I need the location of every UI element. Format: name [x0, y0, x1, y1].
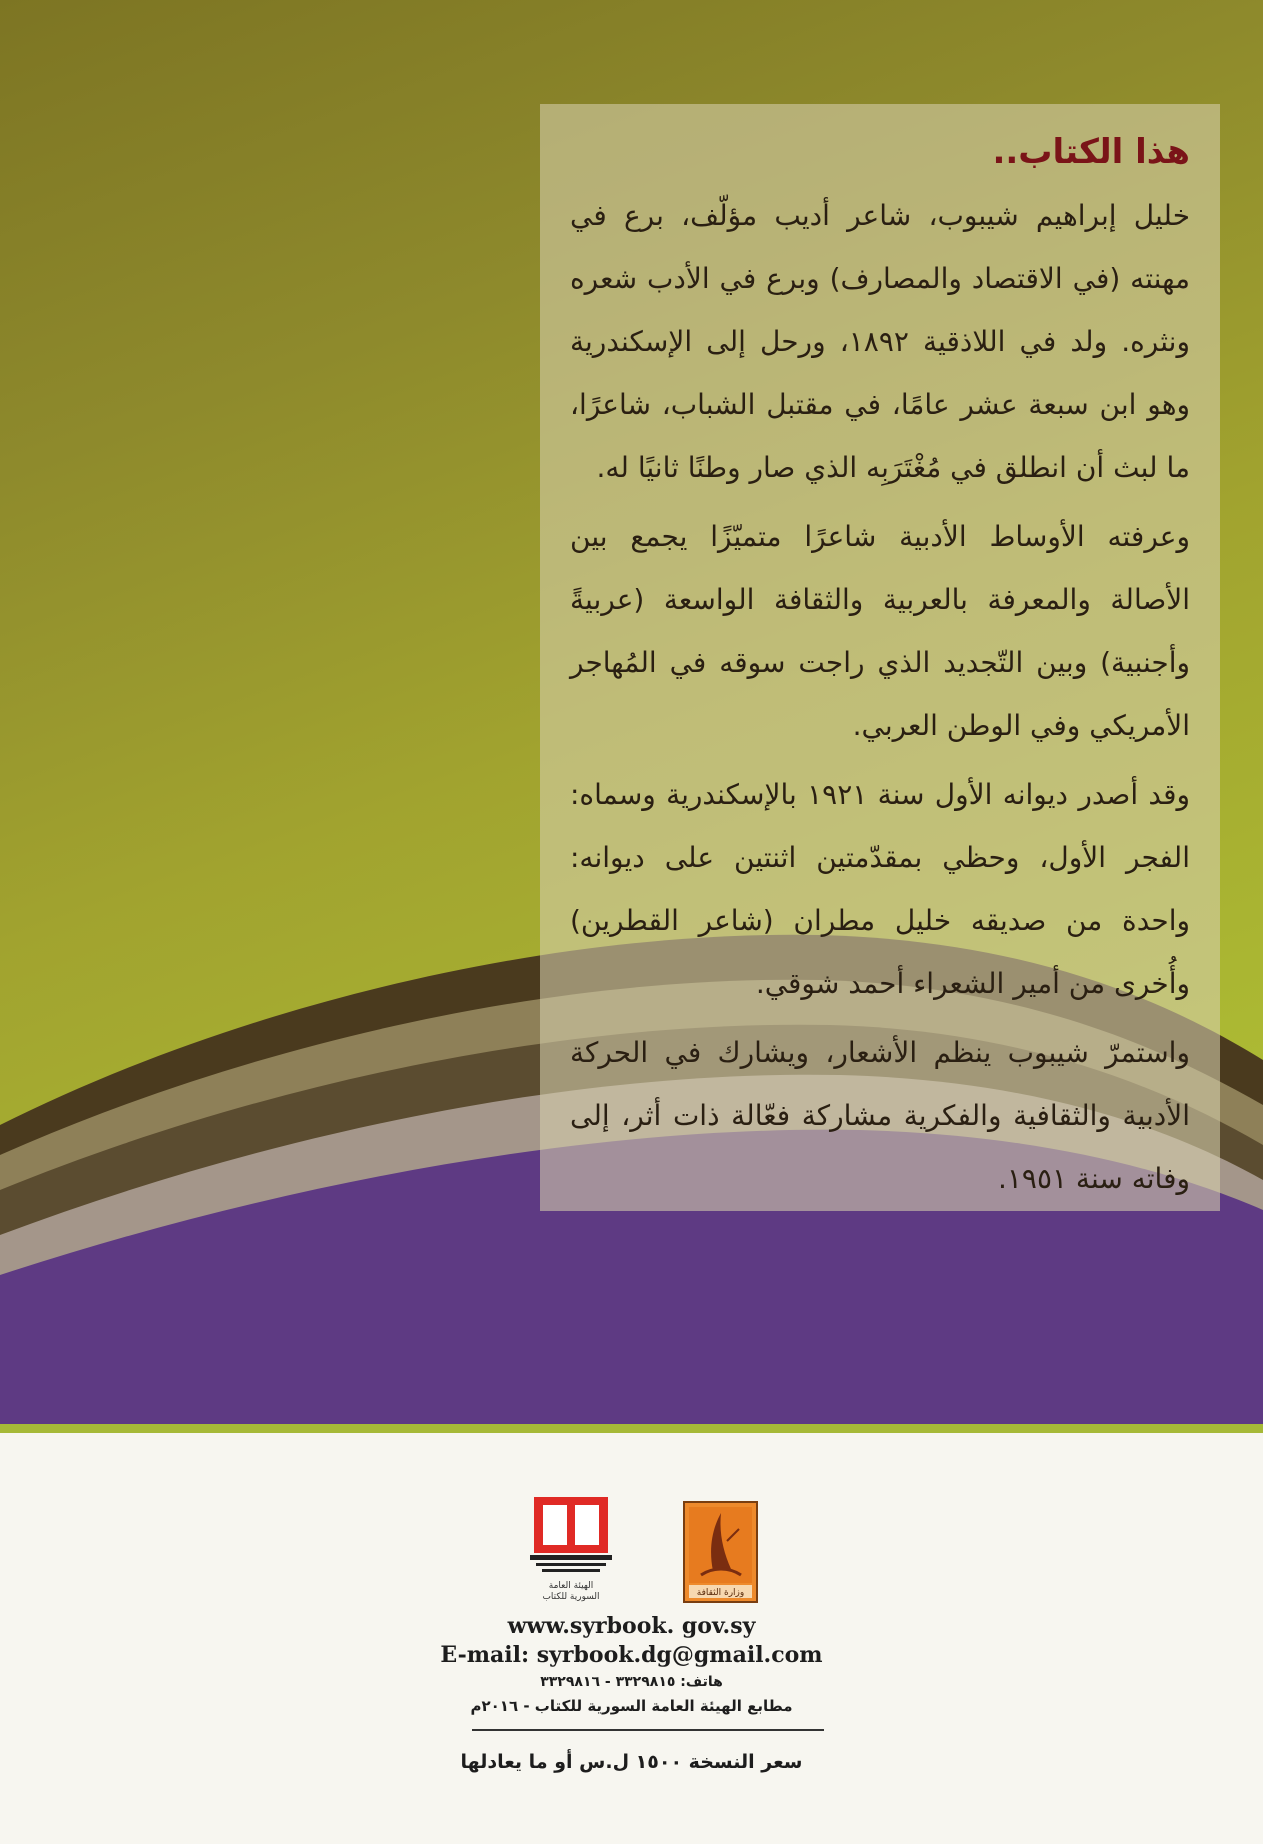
blurb-heading: هذا الكتاب..	[992, 132, 1190, 172]
email-address: E-mail: syrbook.dg@gmail.com	[440, 1642, 823, 1668]
blurb-paragraph: واستمرّ شيبوب ينظم الأشعار، ويشارك في الحركة الأدبية والثقافية والفكرية مشاركة فعّالة ذات أثر، إلى وفاته سنة ١٩٥١.	[570, 1036, 1190, 1195]
svg-text:السورية للكتاب: السورية للكتاب	[542, 1592, 600, 1602]
printer-line: مطابع الهيئة العامة السورية للكتاب - ٢٠١٦م	[470, 1697, 793, 1715]
publisher-footer	[0, 1433, 1263, 1844]
price-line: سعر النسخة ١٥٠٠ ل.س أو ما يعادلها	[460, 1751, 803, 1773]
blurb-paragraph: وقد أصدر ديوانه الأول سنة ١٩٢١ بالإسكندرية وسماه: الفجر الأول، وحظي بمقدّمتين اثنتين على ديوانه: واحدة من صديقه خليل مطران (شاعر القطرين) وأُخرى من أمير الشعراء أحمد شوقي.	[570, 778, 1190, 1000]
svg-text:وزارة الثقافة: وزارة الثقافة	[696, 1588, 745, 1598]
blurb-paragraph: خليل إبراهيم شيبوب، شاعر أديب مؤلّف، برع في مهنته (في الاقتصاد والمصارف) وبرع في الأدب شعره ونثره. ولد في اللاذقية ١٨٩٢، ورحل إلى الإسكندرية وهو ابن سبعة عشر عامًا، في مقتبل الشباب، شاعرًا، ما لبث أن انطلق في مُغْتَرَبِه الذي صار وطنًا ثانيًا له.	[570, 199, 1190, 484]
blurb-paragraph: وعرفته الأوساط الأدبية شاعرًا متميّزًا يجمع بين الأصالة والمعرفة بالعربية والثقافة الواسعة (عربيةً وأجنبية) وبين التّجديد الذي راجت سوقه في المُهاجر الأمريكي وفي الوطن العربي.	[570, 520, 1190, 742]
footer-divider	[472, 1729, 824, 1731]
cover-bottom-rule	[0, 1424, 1263, 1433]
phone-numbers: هاتف: ٣٣٢٩٨١٥ - ٣٣٢٩٨١٦	[540, 1674, 723, 1690]
syrbook-logo	[530, 1493, 612, 1603]
blurb-panel	[540, 104, 1220, 1211]
website-url: www.syrbook. gov.sy	[507, 1613, 756, 1639]
svg-text:الهيئة العامة: الهيئة العامة	[548, 1581, 594, 1591]
ministry-of-culture-logo	[683, 1501, 758, 1603]
